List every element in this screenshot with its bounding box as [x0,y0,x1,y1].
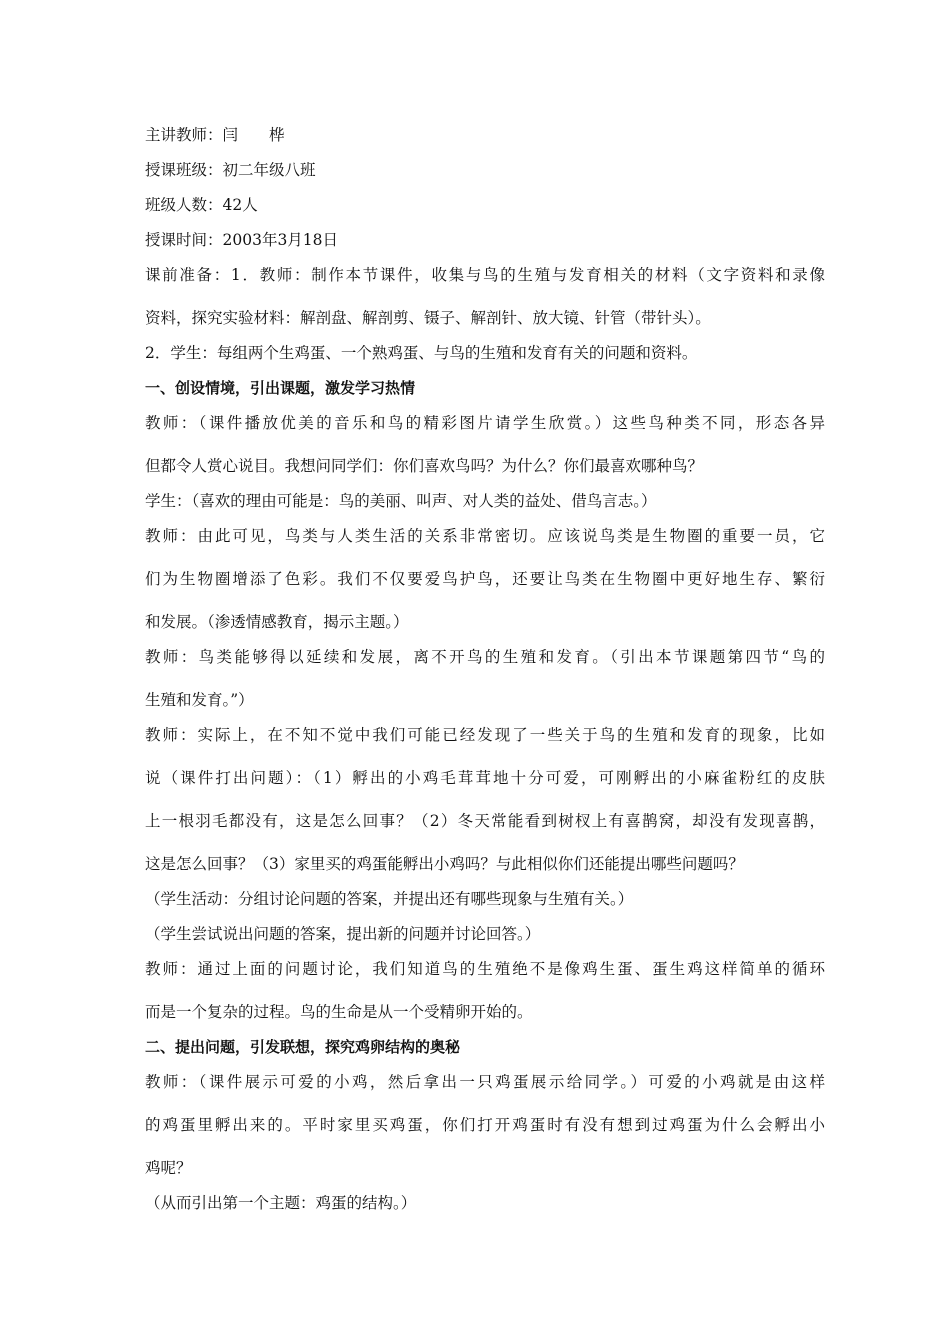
section-heading-1: 一、创设情境，引出课题，激发学习热情 [145,379,416,397]
prep-line-1: 课前准备：1．教师：制作本节课件，收集与鸟的生殖与发育相关的材料（文字资料和录像 [145,266,825,284]
prep-line-3: 2．学生：每组两个生鸡蛋、一个熟鸡蛋、与鸟的生殖和发育有关的问题和资料。 [145,344,698,362]
s1-paragraph-7: （学生尝试说出问题的答案，提出新的问题并讨论回答。） [145,925,541,943]
s1-paragraph-8-line-1: 教师：通过上面的问题讨论，我们知道鸟的生殖绝不是像鸡生蛋、蛋生鸡这样简单的循环 [145,960,825,978]
s1-paragraph-6: （学生活动：分组讨论问题的答案，并提出还有哪些现象与生殖有关。） [145,890,634,908]
prep-line-2: 资料，探究实验材料：解剖盘、解剖剪、镊子、解剖针、放大镜、针管（带针头）。 [145,309,711,327]
document-page [145,125,825,1213]
info-class: 授课班级：初二年级八班 [145,161,316,179]
s2-paragraph-1-line-1: 教师：（课件展示可爱的小鸡，然后拿出一只鸡蛋展示给同学。）可爱的小鸡就是由这样 [145,1073,825,1091]
s2-paragraph-2: （从而引出第一个主题：鸡蛋的结构。） [145,1194,417,1212]
s1-paragraph-1-line-2: 但都令人赏心说目。我想问同学们：你们喜欢鸟吗？为什么？你们最喜欢哪种鸟？ [145,457,704,475]
info-date: 授课时间：2003年3月18日 [145,231,339,249]
s1-paragraph-5-line-1: 教师：实际上，在不知不觉中我们可能已经发现了一些关于鸟的生殖和发育的现象，比如 [145,726,825,744]
s1-paragraph-3-line-1: 教师：由此可见，鸟类与人类生活的关系非常密切。应该说鸟类是生物圈的重要一员，它 [145,527,825,545]
s1-paragraph-5-line-3: 上一根羽毛都没有，这是怎么回事？（2）冬天常能看到树杈上有喜鹊窝，却没有发现喜鹊， [145,812,825,830]
s2-paragraph-1-line-3: 鸡呢？ [145,1159,192,1177]
s1-paragraph-3-line-2: 们为生物圈增添了色彩。我们不仅要爱鸟护鸟，还要让鸟类在生物圈中更好地生存、繁衍 [145,570,825,588]
s1-paragraph-4-line-1: 教师：鸟类能够得以延续和发展，离不开鸟的生殖和发育。（引出本节课题第四节“鸟的 [145,648,825,666]
s1-paragraph-4-line-2: 生殖和发育。”） [145,691,254,709]
s1-paragraph-8-line-2: 而是一个复杂的过程。鸟的生命是从一个受精卵开始的。 [145,1003,533,1021]
s1-paragraph-3-line-3: 和发展。（渗透情感教育，揭示主题。） [145,613,409,631]
s1-paragraph-5-line-4: 这是怎么回事？（3）家里买的鸡蛋能孵出小鸡吗？与此相似你们还能提出哪些问题吗？ [145,855,744,873]
info-teacher: 主讲教师：闫 桦 [145,126,285,144]
s1-paragraph-1-line-1: 教师：（课件播放优美的音乐和鸟的精彩图片请学生欣赏。）这些鸟种类不同，形态各异 [145,414,825,432]
info-student-count: 班级人数：42人 [145,196,258,214]
s2-paragraph-1-line-2: 的鸡蛋里孵出来的。平时家里买鸡蛋，你们打开鸡蛋时有没有想到过鸡蛋为什么会孵出小 [145,1116,825,1134]
s1-paragraph-2: 学生：（喜欢的理由可能是：鸟的美丽、叫声、对人类的益处、借鸟言志。） [145,492,657,510]
s1-paragraph-5-line-2: 说（课件打出问题）：（1）孵出的小鸡毛茸茸地十分可爱，可刚孵出的小麻雀粉红的皮肤 [145,769,825,787]
section-heading-2: 二、提出问题，引发联想，探究鸡卵结构的奥秘 [145,1038,461,1056]
